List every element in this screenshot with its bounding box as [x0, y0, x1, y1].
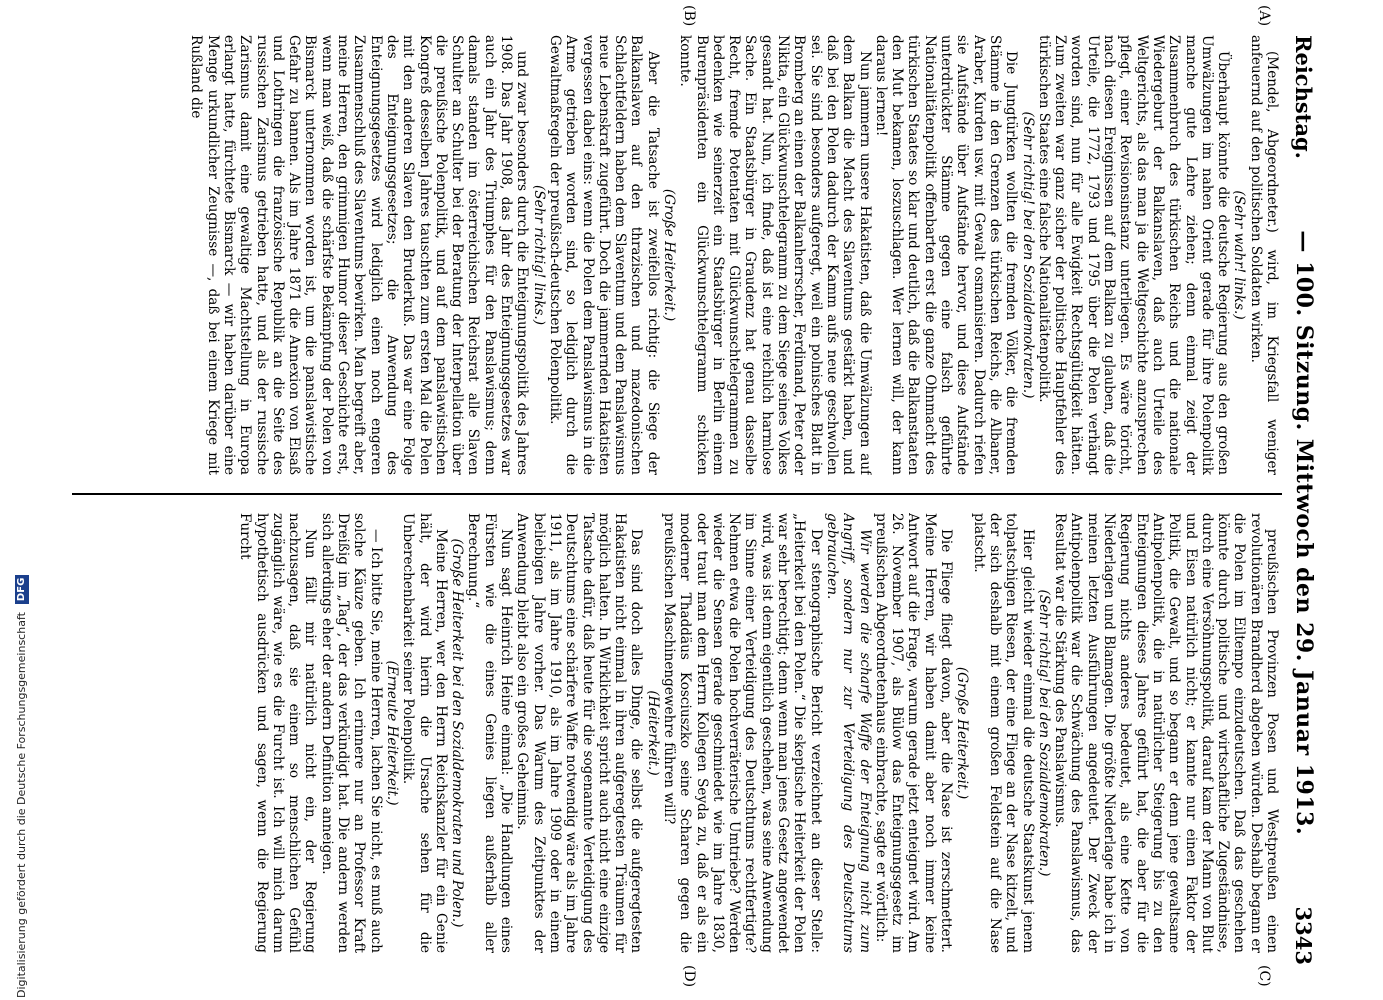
margin-mark-b: (B) [681, 5, 697, 27]
interjection: (Sehr richtig! bei den Sozialdemokraten.) [1035, 589, 1052, 877]
paragraph: Überhaupt könnte die deutsche Regierung aus den großen Umwälzungen im nahen Orient gerade für ihre Polenpolitik manche gute Lehre ziehen; denn einmal zeigt der Zusammenbruch des türkischen Reichs und die nationale Wiedergeburt der Balkanslaven, daß auch Urteile des Weltgerichts, als das man ja die Weltgeschichte anzusprechen pflegt, einer Revisionsinstanz unterliegen. Es wäre töricht, nach diesen Ereignissen auf dem Balkan zu glauben, daß die Urteile, die 1772, 1793 und 1795 über die Polen verhängt worden sind, nun für alle Ewigkeit Rechtsgültigkeit hätten. Zum zweiten war ganz sicher der politische Hauptfehler des türkischen Staates eine falsche Nationalitätenpolitik. [1035, 35, 1232, 475]
interjection: (Sehr wahr! links.) [1231, 190, 1248, 320]
margin-mark-d: (D) [681, 965, 697, 988]
interjection: (Sehr richtig! bei den Sozialdemokraten.) [1019, 111, 1036, 399]
paragraph: Meine Herren, wer den Herrn Reichskanzler für ein Genie hält, der wird hierin die Ursache sehen für die Unberechenbarkeit seiner Polenpolitik. [400, 513, 449, 953]
digitization-note-text: Digitalisierung gefördert durch die Deutsche Forschungsgemeinschaft [15, 612, 28, 998]
margin-mark-c: (C) [1256, 965, 1272, 987]
left-column [75, 35, 1280, 475]
paragraph: Aber die Tatsache ist zweifellos richtig: die Siege der Balkanslaven auf den thrazischen und mazedonischen Schlachtfeldern haben dem Slaventum und dem Panslawismus neue Lebenskraft zugeführt. Doch die jammernden Hakatisten vergessen dabei eins: wenn die Polen dem Panslawismus in die Arme getrieben worden sind, so lediglich durch die Gewaltmaßregeln der preußisch-deutschen Polenpolitik. [546, 35, 661, 475]
rotated-page [62, 5, 1322, 988]
interjection: (Große Heiterkeit.) [661, 188, 678, 322]
paragraph: preußischen Provinzen Posen und Westpreußen einen revolutionären Brandherd abgeben würden. Deshalb begann er die Polen im Eiltempo einzudeutschen. Daß das geschehen könnte durch politische und wirtschaftliche Zugeständnisse, durch eine Versöhnungspolitik, darauf kam der Mann von Blut und Eisen natürlich nicht; er kannte nur einen Faktor der Politik, die Gewalt, und so begann er denn jene gewaltsame Antipolenpolitik, die in natürlicher Steigerung bis zu den Enteignungen dieses Jahres geführt hat, die aber für die Regierung nichts anderes bedeutet, als eine Kette von Niederlagen und Blamagen. Die größte Niederlage habe ich in meinen letzten Ausführungen angedeutet. Der Zweck der Antipolenpolitik war die Schwächung des Panslawismus, das Resultat war die Stärkung des Panslawismus. [1052, 513, 1280, 953]
header-left: Reichstag. [1291, 35, 1317, 159]
interjection: (Sehr richtig! links.) [530, 184, 547, 326]
page-header [1286, 35, 1322, 965]
column-divider [72, 493, 1282, 495]
interjection: (Heiterkeit.) [644, 690, 661, 776]
margin-mark-a: (A) [1256, 5, 1272, 27]
paragraph: Die Fliege fliegt davon, aber die Nase ist zerschmettert. Meine Herren, wir haben damit aber noch immer keine Antwort auf die Frage, warum gerade jetzt enteignet wird. Am 26. November 1907, als Bülow das Enteignungsgesetz im preußischen Abgeordnetenhaus einbrachte, sagte er wörtlich: [872, 513, 955, 953]
paragraph: Das sind doch alles Dinge, die selbst die aufgeregtesten Hakatisten nicht einmal in ihren aufgeregtesten Träumen für möglich halten. In Wirklichkeit spricht auch nicht eine einzige Tatsache dafür, daß heute für die sogenannte Verteidigung des Deutschtums eine schärfere Waffe notwendig wäre als im Jahre 1911, als im Jahre 1910, als im Jahre 1909 oder in einem beliebigen Jahre vorher. Das Warum des Zeitpunktes der Anwendung bleibt also ein großes Geheimnis. [514, 513, 645, 953]
paragraph: Der stenographische Bericht verzeichnet an dieser Stelle: „Heiterkeit bei den Polen.“ Die skeptische Heiterkeit der Polen war sehr berechtigt; denn wenn man jenes Gesetz angewendet wird, was ist denn eigentlich geschehen, was seine Anwendung im Sinne einer Verteidigung des Deutschtums rechtfertigte? Nehmen etwa die Polen hochverräterische Umtriebe? Werden wieder die Sensen gerade geschmiedet wie im Jahre 1830, oder traut man dem Herrn Kollegen Seyda zu, daß er als ein moderner Thaddäus Kosciuszko seine Scharen gegen die preußischen Maschinengewehre führen will? [661, 513, 824, 953]
paragraph: Nun sagt Heinrich Heine einmal: „Die Handlungen eines Fürsten wie die eines Genies liegen außerhalb aller Berechnung.“ [465, 513, 515, 953]
quotation: Wir werden die scharfe Waffe der Enteignung nicht zum Angriff, sondern nur zur Verteidigung des Deutschtums gebrauchen. [823, 513, 873, 953]
paragraph: Die Jungtürken wollten die fremden Völker, die fremden Stämme in den Grenzen des türkischen Reichs, die Albaner, Araber, Kurden usw. mit Gewalt osmanisieren. Dadurch riefen sie Aufstände über Aufstände hervor, und diese Aufstände unterdrückter Stämme gegen eine falsch geführte Nationalitätenpolitik offenbarten erst die ganze Ohnmacht des türkischen Staates so klar und deutlich, daß die Balkanstaaten den Mut bekamen, loszuschlagen. Wer lernen will, der kann daraus lernen! [872, 35, 1020, 475]
paragraph: — Ich bitte Sie, meine Herren, lachen Sie nicht, es muß auch solche Käuze geben. Ich erinnere nur an Professor Kraft Dreißig im „Tag“, der das verkündigt hat. Die andern werden sich allerdings eher der andern Definition anneigen. [318, 513, 384, 953]
digitization-note [10, 0, 34, 998]
paragraph: Nun jammern unsere Hakatisten, daß die Umwälzungen auf dem Balkan die Macht des Slaventums gestärkt haben, und daß bei den Polen dadurch der Kamm aufs neue geschwollen sei. Sie sind besonders aufgeregt, weil ein polnisches Blatt in Bromberg an einen der Balkanherrscher, Ferdinand, Peter oder Nikita, ein Glückwunschtelegramm zu dem Siege seines Volkes gesandt hat. Nun, ich finde, daß ist eine reichlich harmlose Sache. Ein Staatsbürger in Graudenz hat genau dasselbe Recht, fremde Potentaten mit Glückwunschtelegrammen zu bedenken wie seinerzeit ein Staatsbürger in Berlin einem Burenpräsidenten ein Glückwunschtelegramm schicken konnte. [677, 35, 873, 475]
paragraph: (Mendel, Abgeordneter.) wird, im Kriegsfall weniger anfeuernd auf den politischen Soldaten wirken. [1247, 35, 1280, 475]
interjection: (Große Heiterkeit.) [954, 666, 971, 800]
paragraph: Hier gleicht wieder einmal die deutsche Staatskunst jenem tolpatschigen Riesen, der eine Fliege an der Nase kitzelt, und der sich deshalb mit einem großen Feldstein auf die Nase platscht. [970, 513, 1036, 953]
dfg-logo: DFG [15, 575, 29, 604]
header-center: — 100. Sitzung. Mittwoch den 29. Januar 1913. [1291, 230, 1317, 836]
paragraph: und zwar besonders durch die Enteignungspolitik des Jahres 1908. Das Jahr 1908, das Jahr des Enteignungsgesetzes war auch ein Jahr des Triumphes für den Panslawismus; denn damals standen im österreichischen Reichsrat alle Slaven Schulter an Schulter bei der Beratung der Interpellation über die preußische Polenpolitik, und auf dem panslawistischen Kongreß desselben Jahres tauschten zum ersten Mal die Polen mit den anderen Slaven den Bruderkuß. Das war eine Folge des Enteignungsgesetzes; die Anwendung des Enteignungsgesetzes wird lediglich einen noch engeren Zusammenschluß des Slaventums bewirken. Man begreift aber, meine Herren, den grimmigen Humor dieser Geschichte erst, wenn man weiß, daß die schärfste Bekämpfung der Polen von Bismarck unternommen worden ist, um die panslawistische Gefahr zu bannen. Als im Jahre 1871 die Annexion von Elsaß und Lothringen die französische Republik an die Seite des russischen Zarismus getrieben hatte, und als der russische Zarismus damit eine gewaltige Machtstellung in Europa erlangt hatte, fürchtete Bismarck — wir haben darüber eine Menge urkundlicher Zeugnisse —, daß bei einem Kriege mit Rußland die [188, 35, 531, 475]
paragraph: Nun fällt mir natürlich nicht ein, der Regierung nachzusagen, daß sie einem so menschlichen Gefühl zugänglich wäre, wie es die Furcht ist. Ich will mich darum hypothetisch ausdrücken und sagen, wenn die Regierung Furcht [237, 513, 319, 953]
interjection: (Große Heiterkeit bei den Sozialdemokraten und Polen.) [449, 538, 466, 928]
interjection: (Erneute Heiterkeit.) [383, 660, 400, 806]
right-column [75, 513, 1280, 953]
page-number: 3343 [1291, 906, 1317, 965]
